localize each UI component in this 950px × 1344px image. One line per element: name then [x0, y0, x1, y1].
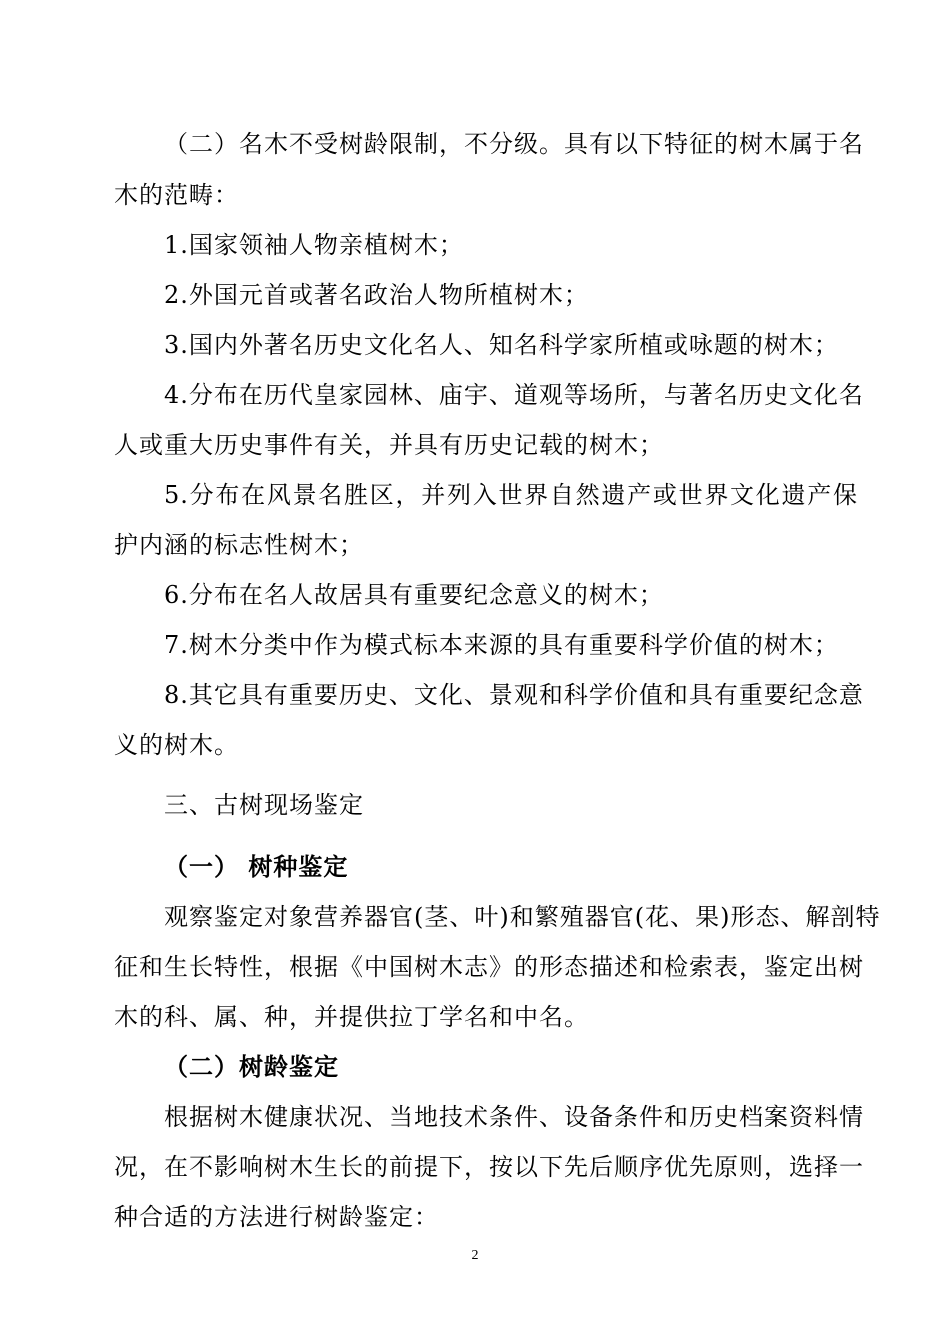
paragraph-species-line-1: 观察鉴定对象营养器官(茎、叶)和繁殖器官(花、果)形态、解剖特 [164, 903, 881, 931]
list-item-8-line-1: 8.其它具有重要历史、文化、景观和科学价值和具有重要纪念意 [164, 681, 864, 709]
paragraph-species-line-2: 征和生长特性，根据《中国树木志》的形态描述和检索表，鉴定出树 [114, 953, 864, 981]
list-item-4-line-1: 4.分布在历代皇家园林、庙宇、道观等场所，与著名历史文化名 [164, 381, 864, 409]
list-item-8-line-2: 义的树木。 [114, 731, 239, 759]
subsection-heading-age-identification: （二）树龄鉴定 [164, 1053, 339, 1081]
section-heading-site-identification: 三、古树现场鉴定 [164, 791, 364, 819]
subsection-heading-species-identification: （一） 树种鉴定 [164, 853, 349, 881]
paragraph-species-line-3: 木的科、属、种，并提供拉丁学名和中名。 [114, 1003, 589, 1031]
list-item-1: 1.国家领袖人物亲植树木； [164, 231, 464, 259]
paragraph-famous-trees-intro-line-1: （二）名木不受树龄限制，不分级。具有以下特征的树木属于名 [164, 130, 864, 158]
paragraph-age-line-1: 根据树木健康状况、当地技术条件、设备条件和历史档案资料情 [164, 1103, 864, 1131]
list-item-2: 2.外国元首或著名政治人物所植树木； [164, 281, 589, 309]
list-item-4-line-2: 人或重大历史事件有关，并具有历史记载的树木； [114, 431, 664, 459]
list-item-6: 6.分布在名人故居具有重要纪念意义的树木； [164, 581, 664, 609]
list-item-5-line-1: 5.分布在风景名胜区，并列入世界自然遗产或世界文化遗产保 [164, 481, 858, 509]
paragraph-age-line-3: 种合适的方法进行树龄鉴定： [114, 1203, 439, 1231]
list-item-7: 7.树木分类中作为模式标本来源的具有重要科学价值的树木； [164, 631, 839, 659]
list-item-5-line-2: 护内涵的标志性树木； [114, 531, 364, 559]
paragraph-famous-trees-intro-line-2: 木的范畴： [114, 181, 239, 209]
list-item-3: 3.国内外著名历史文化名人、知名科学家所植或咏题的树木； [164, 331, 839, 359]
page-number: 2 [471, 1248, 479, 1263]
paragraph-age-line-2: 况，在不影响树木生长的前提下，按以下先后顺序优先原则，选择一 [114, 1153, 864, 1181]
